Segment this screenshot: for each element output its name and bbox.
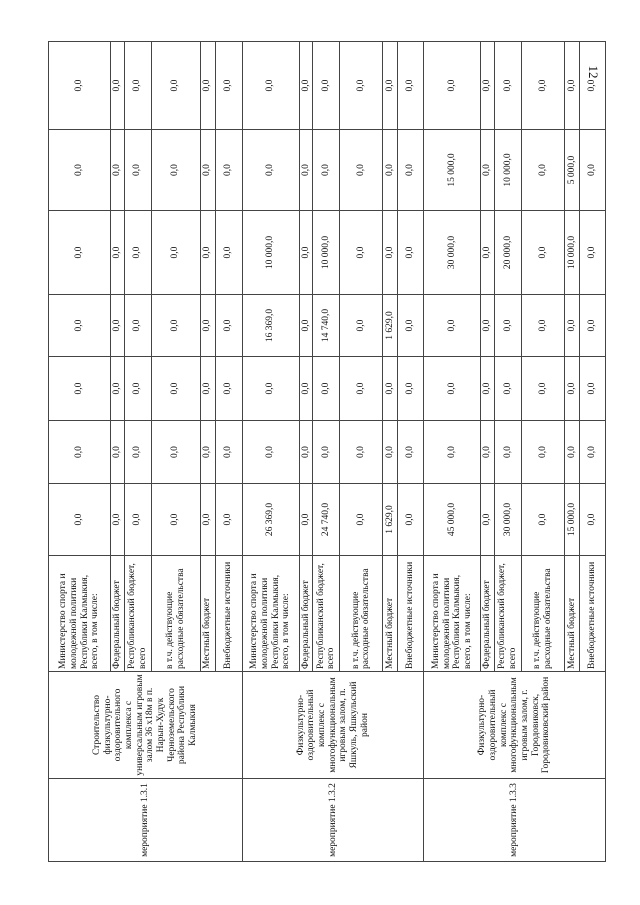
- value-cell: 0,0: [151, 295, 200, 357]
- value-cell: 0,0: [124, 295, 151, 357]
- value-cell: 0,0: [200, 421, 215, 484]
- value-cell: 0,0: [383, 357, 398, 421]
- value-cell: 0,0: [481, 421, 495, 484]
- value-cell: 1 629,0: [383, 295, 398, 357]
- value-cell: 0,0: [564, 357, 579, 421]
- value-cell: 0,0: [151, 484, 200, 556]
- value-cell: 0,0: [340, 130, 383, 211]
- value-cell: 0,0: [564, 421, 579, 484]
- value-cell: 0,0: [521, 295, 564, 357]
- value-cell: 0,0: [49, 484, 111, 556]
- value-cell: 0,0: [481, 211, 495, 295]
- value-cell: 16 369,0: [242, 295, 299, 357]
- value-cell: 0,0: [49, 130, 111, 211]
- value-cell: 0,0: [521, 42, 564, 130]
- value-cell: 0,0: [200, 295, 215, 357]
- value-cell: 0,0: [124, 357, 151, 421]
- page-number: 12: [586, 65, 601, 79]
- value-cell: 0,0: [215, 421, 242, 484]
- source-cell: Местный бюджет: [383, 556, 398, 672]
- value-cell: 0,0: [313, 421, 340, 484]
- value-cell: 0,0: [124, 211, 151, 295]
- value-cell: 0,0: [579, 295, 605, 357]
- value-cell: 0,0: [579, 42, 605, 130]
- value-cell: 0,0: [579, 421, 605, 484]
- value-cell: 0,0: [200, 42, 215, 130]
- value-cell: 0,0: [398, 130, 424, 211]
- source-cell: в т.ч. действующие расходные обязательства: [340, 556, 383, 672]
- value-cell: 0,0: [383, 42, 398, 130]
- value-cell: 0,0: [340, 295, 383, 357]
- value-cell: 0,0: [215, 295, 242, 357]
- value-cell: 0,0: [521, 211, 564, 295]
- value-cell: 5 000,0: [564, 130, 579, 211]
- budget-table: [48, 41, 606, 862]
- value-cell: 0,0: [521, 421, 564, 484]
- value-cell: 24 740,0: [313, 484, 340, 556]
- object-cell: Строительство физкультурно-оздоровительного комплекса с универсальным игровым залом 36 х18м в п. Нарын-Худук Черноземельского района Республики Калмыкия: [49, 672, 243, 779]
- value-cell: 0,0: [481, 42, 495, 130]
- source-cell: Министерство спорта и молодежной политики Республики Калмыкия, всего, в том числе:: [242, 556, 299, 672]
- object-cell: Физкультурно-оздоровительный комплекс с многофункциональным игровым залом, п. Яшкуль, Яшкульский район: [242, 672, 424, 779]
- value-cell: 0,0: [49, 357, 111, 421]
- value-cell: 0,0: [481, 484, 495, 556]
- value-cell: 10 000,0: [494, 130, 521, 211]
- value-cell: 0,0: [242, 421, 299, 484]
- value-cell: 0,0: [111, 484, 125, 556]
- measure-cell: мероприятие 1.3.2: [242, 779, 424, 862]
- value-cell: 0,0: [494, 42, 521, 130]
- value-cell: 0,0: [481, 130, 495, 211]
- value-cell: 0,0: [200, 211, 215, 295]
- value-cell: 0,0: [521, 484, 564, 556]
- measure-cell: мероприятие 1.3.1: [49, 779, 243, 862]
- value-cell: 0,0: [398, 211, 424, 295]
- value-cell: 0,0: [313, 130, 340, 211]
- value-cell: 0,0: [151, 357, 200, 421]
- value-cell: 0,0: [151, 130, 200, 211]
- value-cell: 10 000,0: [242, 211, 299, 295]
- value-cell: 0,0: [242, 42, 299, 130]
- value-cell: 0,0: [151, 421, 200, 484]
- source-cell: Местный бюджет: [200, 556, 215, 672]
- value-cell: 0,0: [481, 295, 495, 357]
- source-cell: Внебюджетные источники: [215, 556, 242, 672]
- value-cell: 15 000,0: [564, 484, 579, 556]
- value-cell: 26 369,0: [242, 484, 299, 556]
- value-cell: 0,0: [111, 357, 125, 421]
- value-cell: 0,0: [299, 357, 313, 421]
- source-cell: Республиканский бюджет, всего: [313, 556, 340, 672]
- value-cell: 0,0: [299, 42, 313, 130]
- value-cell: 0,0: [215, 42, 242, 130]
- value-cell: 0,0: [299, 211, 313, 295]
- value-cell: 0,0: [424, 421, 481, 484]
- value-cell: 0,0: [299, 295, 313, 357]
- value-cell: 0,0: [200, 130, 215, 211]
- source-cell: Федеральный бюджет: [111, 556, 125, 672]
- value-cell: 0,0: [579, 484, 605, 556]
- value-cell: 0,0: [564, 295, 579, 357]
- value-cell: 0,0: [313, 357, 340, 421]
- value-cell: 0,0: [398, 295, 424, 357]
- source-cell: Республиканский бюджет, всего: [494, 556, 521, 672]
- value-cell: 0,0: [215, 211, 242, 295]
- value-cell: 0,0: [151, 42, 200, 130]
- value-cell: 0,0: [383, 130, 398, 211]
- value-cell: 0,0: [49, 42, 111, 130]
- value-cell: 0,0: [49, 295, 111, 357]
- source-cell: в т.ч. действующие расходные обязательства: [151, 556, 200, 672]
- value-cell: 1 629,0: [383, 484, 398, 556]
- value-cell: 0,0: [424, 295, 481, 357]
- source-cell: Внебюджетные источники: [579, 556, 605, 672]
- value-cell: 0,0: [111, 42, 125, 130]
- value-cell: 0,0: [494, 421, 521, 484]
- value-cell: 0,0: [299, 484, 313, 556]
- table-row: [242, 42, 299, 862]
- measure-cell: мероприятие 1.3.3: [424, 779, 606, 862]
- value-cell: 0,0: [215, 484, 242, 556]
- value-cell: 0,0: [124, 421, 151, 484]
- value-cell: 0,0: [215, 130, 242, 211]
- table-row: [424, 42, 481, 862]
- object-cell: Физкультурно-оздоровительный комплекс с многофункциональным игровым залом, г. Городовиковск, Городовиковский район: [424, 672, 606, 779]
- value-cell: 0,0: [111, 295, 125, 357]
- value-cell: 0,0: [215, 357, 242, 421]
- value-cell: 0,0: [398, 484, 424, 556]
- value-cell: 0,0: [340, 421, 383, 484]
- value-cell: 0,0: [111, 130, 125, 211]
- value-cell: 10 000,0: [313, 211, 340, 295]
- value-cell: 0,0: [494, 295, 521, 357]
- value-cell: 0,0: [124, 42, 151, 130]
- value-cell: 14 740,0: [313, 295, 340, 357]
- value-cell: 0,0: [398, 42, 424, 130]
- value-cell: 0,0: [579, 357, 605, 421]
- value-cell: 0,0: [49, 211, 111, 295]
- value-cell: 0,0: [494, 357, 521, 421]
- value-cell: 0,0: [242, 130, 299, 211]
- value-cell: 0,0: [313, 42, 340, 130]
- value-cell: 0,0: [124, 484, 151, 556]
- value-cell: 0,0: [383, 421, 398, 484]
- value-cell: 0,0: [299, 130, 313, 211]
- value-cell: 30 000,0: [424, 211, 481, 295]
- value-cell: 0,0: [521, 357, 564, 421]
- value-cell: 0,0: [200, 484, 215, 556]
- value-cell: 0,0: [564, 42, 579, 130]
- value-cell: 0,0: [242, 357, 299, 421]
- value-cell: 20 000,0: [494, 211, 521, 295]
- table-row: [49, 42, 111, 862]
- value-cell: 0,0: [299, 421, 313, 484]
- value-cell: 0,0: [481, 357, 495, 421]
- value-cell: 0,0: [398, 421, 424, 484]
- value-cell: 0,0: [200, 357, 215, 421]
- source-cell: Республиканский бюджет, всего: [124, 556, 151, 672]
- value-cell: 0,0: [340, 357, 383, 421]
- source-cell: Министерство спорта и молодежной политики Республики Калмыкия, всего, в том числе:: [49, 556, 111, 672]
- value-cell: 0,0: [340, 42, 383, 130]
- value-cell: 0,0: [398, 357, 424, 421]
- value-cell: 0,0: [340, 484, 383, 556]
- value-cell: 0,0: [340, 211, 383, 295]
- value-cell: 45 000,0: [424, 484, 481, 556]
- value-cell: 0,0: [579, 130, 605, 211]
- source-cell: Федеральный бюджет: [481, 556, 495, 672]
- value-cell: 0,0: [124, 130, 151, 211]
- value-cell: 30 000,0: [494, 484, 521, 556]
- value-cell: 15 000,0: [424, 130, 481, 211]
- value-cell: 10 000,0: [564, 211, 579, 295]
- value-cell: 0,0: [151, 211, 200, 295]
- value-cell: 0,0: [424, 42, 481, 130]
- value-cell: 0,0: [49, 421, 111, 484]
- source-cell: Местный бюджет: [564, 556, 579, 672]
- source-cell: Министерство спорта и молодежной политики Республики Калмыкия, всего, в том числе:: [424, 556, 481, 672]
- value-cell: 0,0: [579, 211, 605, 295]
- value-cell: 0,0: [383, 211, 398, 295]
- source-cell: в т.ч. действующие расходные обязательства: [521, 556, 564, 672]
- value-cell: 0,0: [521, 130, 564, 211]
- source-cell: Внебюджетные источники: [398, 556, 424, 672]
- value-cell: 0,0: [424, 357, 481, 421]
- source-cell: Федеральный бюджет: [299, 556, 313, 672]
- value-cell: 0,0: [111, 421, 125, 484]
- value-cell: 0,0: [111, 211, 125, 295]
